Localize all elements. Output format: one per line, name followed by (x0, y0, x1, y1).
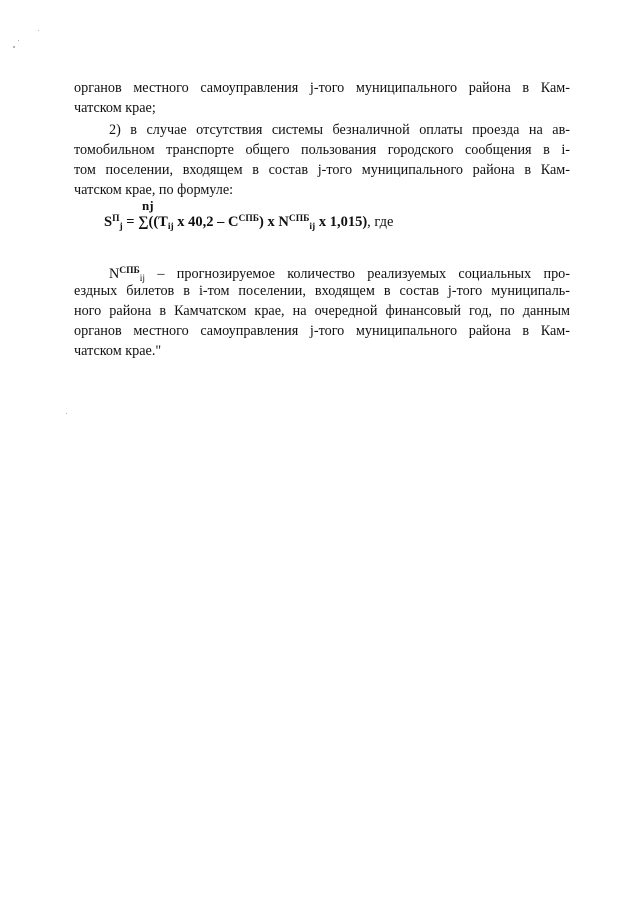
text-line: том поселении, входящем в состав j-того муниципального района в Кам- (74, 162, 570, 178)
formula-t-sub: ij (167, 222, 174, 232)
text-line: органов местного самоуправления j-того муниципального района в Кам- (74, 323, 570, 339)
text-line: чатском крае, по формуле: (74, 182, 234, 198)
formula-factor: x 1,015) (315, 214, 368, 230)
text-line: органов местного самоуправления j-того муниципального района в Кам- (74, 80, 570, 96)
text-line: ного района в Камчатском крае, на очередной финансовый год, по данным (74, 303, 570, 319)
formula-t: T (158, 214, 168, 230)
formula-expression (104, 214, 393, 232)
scan-speck (66, 413, 67, 414)
formula-s-sup: П (112, 214, 120, 224)
text-line (74, 261, 570, 284)
formula-x40: x 40,2 – C (173, 214, 239, 230)
formula-n-sup: СПБ (288, 214, 310, 224)
formula-eq-sum: = ∑(( (122, 214, 159, 230)
scan-speck (18, 40, 19, 41)
text-line: томобильном транспорте общего пользования городского сообщения в i- (74, 142, 570, 158)
scan-speck (38, 30, 39, 31)
text-line: 2) в случае отсутствия системы безналичной оплаты проезда на ав- (109, 122, 570, 138)
formula-s: S (104, 214, 113, 230)
n-sup: СПБ (119, 266, 140, 276)
text-line: чатском крае; (74, 100, 156, 116)
formula-tail: , где (367, 214, 394, 230)
scan-speck (13, 46, 15, 48)
paragraph-2 (74, 120, 570, 200)
paragraph-3 (74, 261, 570, 361)
text-line-rest: – прогнозируемое количество реализуемых социальных про- (145, 266, 570, 282)
formula-n-sub: ij (309, 222, 316, 232)
n-symbol: N (109, 266, 120, 282)
text-line: чатском крае." (74, 343, 162, 359)
formula-close-x: ) x N (259, 214, 289, 230)
text-line: ездных билетов в i-том поселении, входящем в состав j-того муниципаль- (74, 283, 570, 299)
paragraph-1 (74, 78, 570, 118)
n-sub: ij (139, 274, 146, 284)
formula-s-sub: j (119, 222, 123, 232)
formula-c-sup: СПБ (238, 214, 260, 224)
formula (104, 198, 524, 246)
sum-upper-limit: nj (142, 198, 154, 213)
